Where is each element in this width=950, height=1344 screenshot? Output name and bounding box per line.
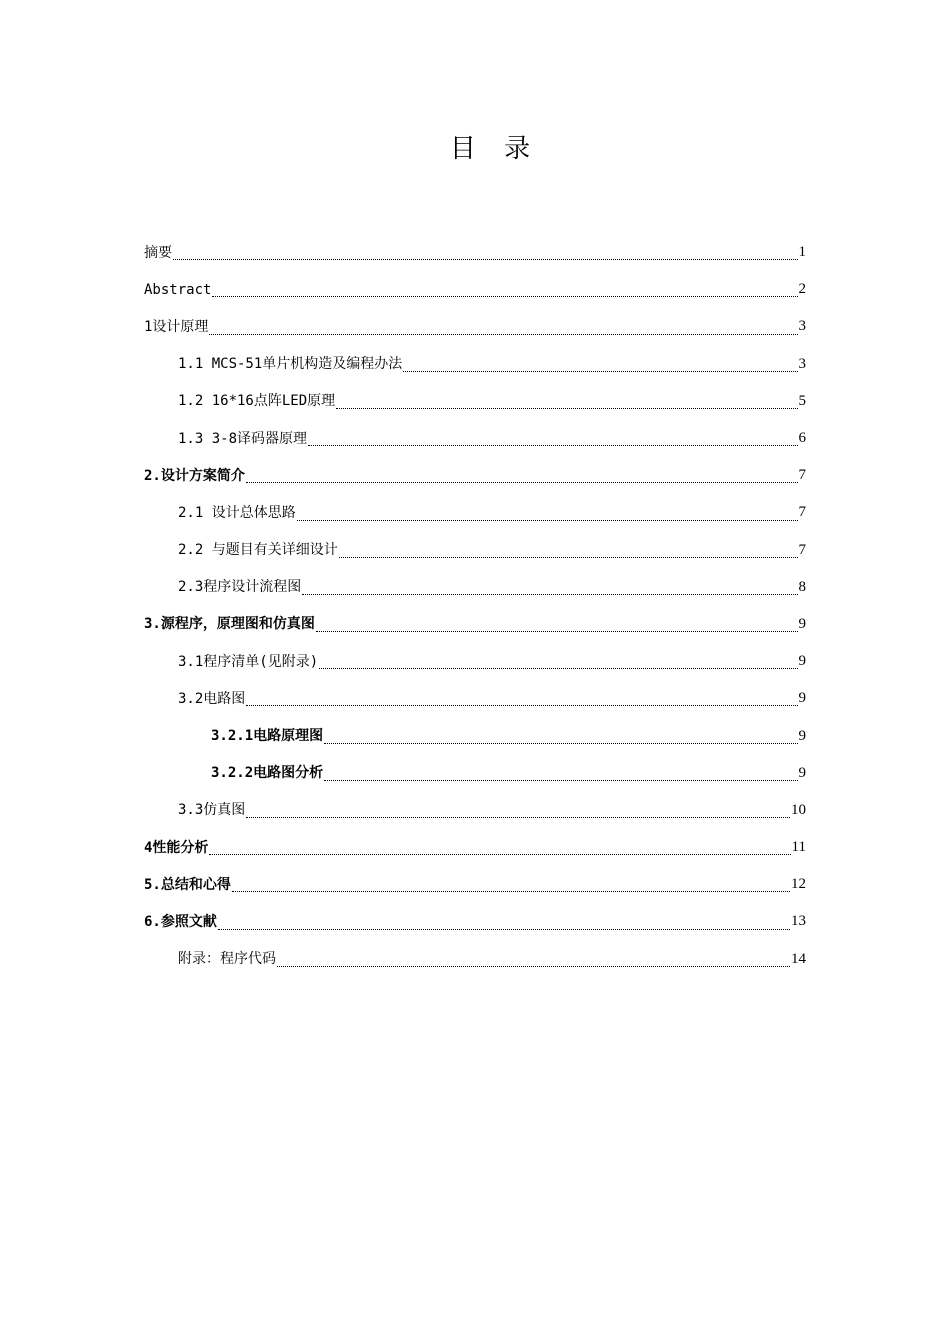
dot-leader [297,520,798,521]
toc-entry[interactable] [144,569,806,606]
dot-leader [316,631,798,632]
dot-leader [324,743,797,744]
toc-entry[interactable] [144,643,806,680]
dot-leader [308,445,797,446]
toc-entry-page: 1 [798,244,806,261]
toc-entry-label: 3.2.1电路原理图 [211,728,324,745]
toc-entry[interactable] [144,234,806,271]
toc-entry-label: 6.参照文献 [144,913,217,930]
toc-entry-page: 9 [798,615,806,632]
toc-entry-label: 2.设计方案简介 [144,467,245,484]
toc-entry[interactable] [144,346,806,383]
toc-entry[interactable] [144,308,806,345]
toc-entry-page: 2 [798,281,806,298]
dot-leader [339,557,798,558]
toc-entry-label: 5.总结和心得 [144,876,231,893]
toc-entry-label: 4性能分析 [144,839,209,856]
table-of-contents [144,234,806,978]
toc-entry[interactable] [144,717,806,754]
toc-entry[interactable] [144,606,806,643]
dot-leader [232,891,790,892]
dot-leader [403,371,797,372]
toc-entry-page: 13 [791,913,806,930]
toc-entry-page: 9 [798,727,806,744]
toc-entry-page: 7 [798,467,806,484]
toc-entry[interactable] [144,941,806,978]
toc-entry-page: 10 [791,801,806,818]
toc-entry[interactable] [144,755,806,792]
toc-entry-label: 3.2电路图 [178,690,246,707]
toc-entry-page: 7 [798,541,806,558]
dot-leader [209,854,790,855]
toc-entry-page: 3 [798,318,806,335]
toc-entry[interactable] [144,680,806,717]
toc-entry-label: 2.1 设计总体思路 [178,504,296,521]
toc-entry-page: 8 [798,578,806,595]
dot-leader [336,408,797,409]
toc-entry-page: 14 [791,950,806,967]
toc-entry[interactable] [144,866,806,903]
dot-leader [246,705,797,706]
toc-entry-label: 3.源程序，原理图和仿真图 [144,616,315,633]
dot-leader [173,259,798,260]
toc-entry-page: 6 [798,430,806,447]
toc-title: 目 录 [449,134,541,164]
toc-entry-page: 11 [791,839,806,856]
toc-entry[interactable] [144,829,806,866]
toc-entry-page: 12 [791,876,806,893]
toc-entry-label: 1.2 16*16点阵LED原理 [178,393,336,410]
toc-entry-page: 9 [798,764,806,781]
dot-leader [246,817,790,818]
toc-entry-label: 1设计原理 [144,318,209,335]
toc-entry-label: 3.1程序清单(见附录) [178,653,319,670]
toc-entry[interactable] [144,903,806,940]
dot-leader [302,594,797,595]
toc-entry[interactable] [144,532,806,569]
dot-leader [246,482,798,483]
toc-entry[interactable] [144,494,806,531]
dot-leader [324,780,797,781]
toc-entry-label: 2.2 与题目有关详细设计 [178,542,338,559]
toc-entry[interactable] [144,383,806,420]
toc-entry-label: 摘要 [144,244,172,261]
dot-leader [319,668,797,669]
toc-entry-page: 9 [798,653,806,670]
toc-entry-label: 2.3程序设计流程图 [178,579,302,596]
toc-entry-label: 1.3 3-8译码器原理 [178,430,308,447]
toc-entry[interactable] [144,457,806,494]
toc-entry-label: 1.1 MCS-51单片机构造及编程办法 [178,356,403,373]
toc-entry-page: 5 [798,392,806,409]
toc-entry[interactable] [144,271,806,308]
toc-entry-label: 附录：程序代码 [178,951,276,968]
toc-entry-page: 7 [798,504,806,521]
toc-entry-page: 9 [798,690,806,707]
toc-entry[interactable] [144,420,806,457]
dot-leader [212,296,797,297]
toc-entry-page: 3 [798,355,806,372]
toc-entry-label: 3.2.2电路图分析 [211,765,324,782]
toc-entry[interactable] [144,792,806,829]
toc-entry-label: Abstract [144,281,212,298]
dot-leader [277,966,790,967]
dot-leader [209,334,797,335]
dot-leader [218,929,790,930]
toc-entry-label: 3.3仿真图 [178,802,246,819]
